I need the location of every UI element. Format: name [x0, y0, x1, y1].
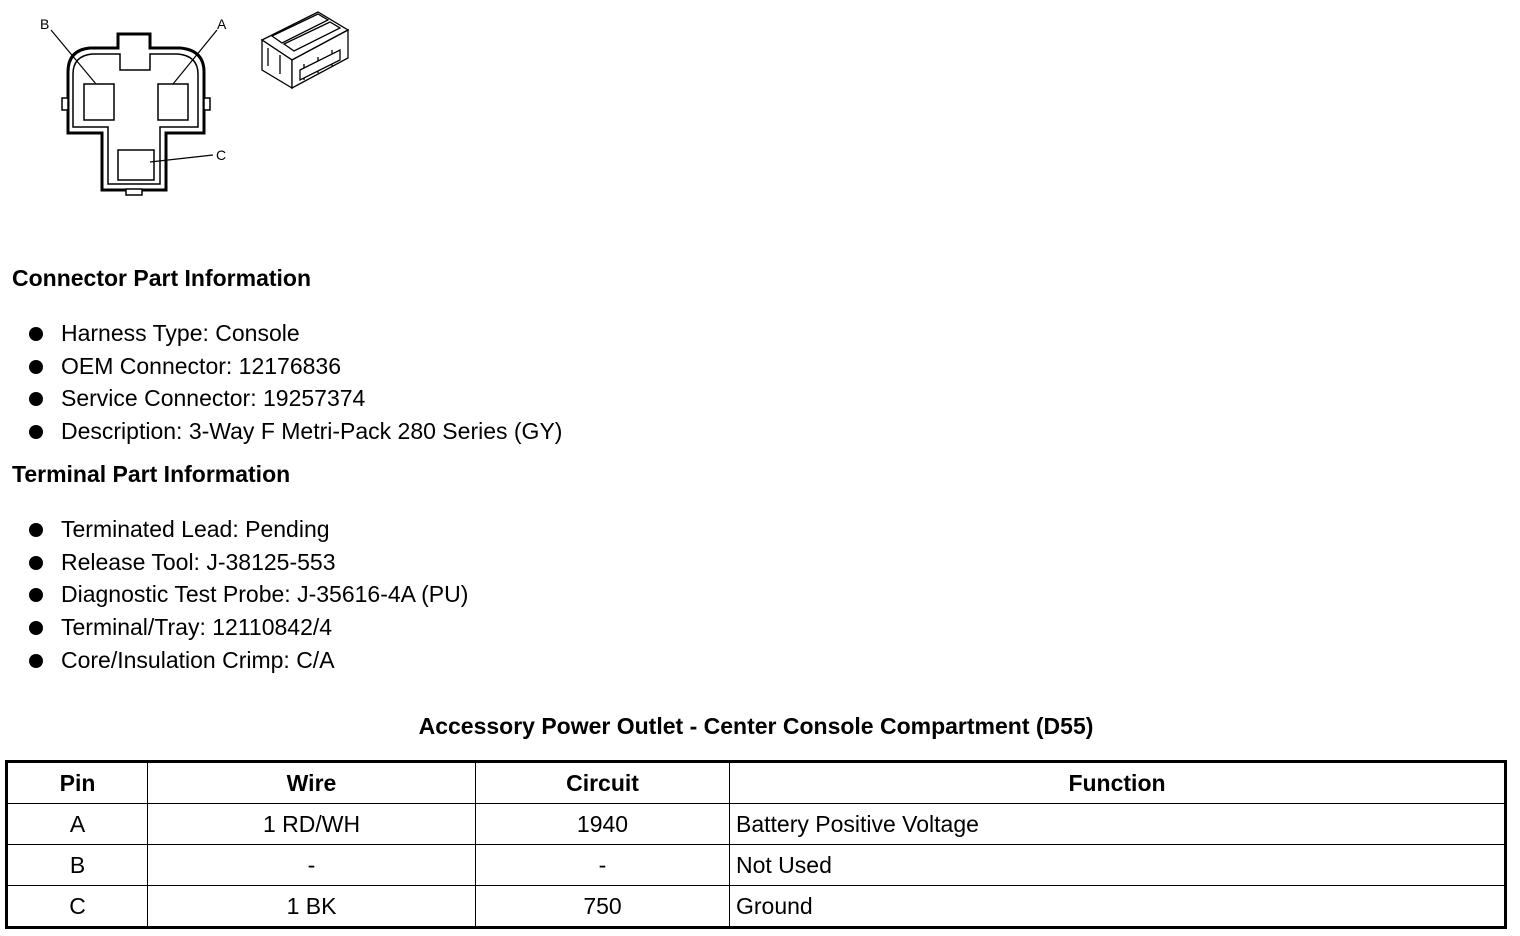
table-header-row	[7, 762, 1506, 804]
table-title: Accessory Power Outlet - Center Console Compartment (D55)	[418, 713, 1094, 739]
pin-cell: A	[7, 804, 148, 845]
bullet-icon	[29, 523, 43, 537]
list-item: Service Connector: 19257374	[0, 382, 562, 415]
function-cell: Not Used	[730, 845, 1506, 886]
function-cell: Battery Positive Voltage	[730, 804, 1506, 845]
cavity-a	[158, 84, 188, 120]
table-row	[7, 886, 1506, 928]
cavity-b	[84, 84, 114, 120]
connector-diagram	[0, 0, 380, 215]
pin-table	[5, 760, 1507, 929]
column-header-pin: Pin	[7, 762, 148, 804]
list-item: Diagnostic Test Probe: J-35616-4A (PU)	[0, 578, 468, 611]
circuit-cell: 1940	[476, 804, 730, 845]
table-row	[7, 845, 1506, 886]
column-header-wire: Wire	[148, 762, 476, 804]
wire-cell: 1 RD/WH	[148, 804, 476, 845]
table-row	[7, 804, 1506, 845]
bullet-icon	[29, 360, 43, 374]
pin-label-c: C	[216, 147, 227, 163]
list-item: Description: 3-Way F Metri-Pack 280 Series (GY)	[0, 415, 562, 448]
bullet-icon	[29, 621, 43, 635]
cavity-c	[118, 150, 154, 180]
column-header-circuit: Circuit	[476, 762, 730, 804]
wire-cell: 1 BK	[148, 886, 476, 928]
bullet-icon	[29, 588, 43, 602]
pin-cell: B	[7, 845, 148, 886]
bullet-icon	[29, 654, 43, 668]
list-item: Harness Type: Console	[0, 317, 562, 350]
circuit-cell: -	[476, 845, 730, 886]
terminal-part-info-list	[0, 513, 468, 676]
wire-cell: -	[148, 845, 476, 886]
bullet-icon	[29, 327, 43, 341]
list-item: Core/Insulation Crimp: C/A	[0, 644, 468, 677]
list-item: Terminated Lead: Pending	[0, 513, 468, 546]
pin-label-a: A	[217, 16, 227, 32]
bullet-icon	[29, 425, 43, 439]
circuit-cell: 750	[476, 886, 730, 928]
list-item: Release Tool: J-38125-553	[0, 546, 468, 579]
list-item: OEM Connector: 12176836	[0, 350, 562, 383]
bullet-icon	[29, 556, 43, 570]
pin-label-b: B	[40, 16, 50, 32]
terminal-part-info-heading: Terminal Part Information	[12, 461, 291, 487]
connector-part-info-list	[0, 317, 562, 448]
connector-3d-sketch	[262, 12, 348, 88]
pin-cell: C	[7, 886, 148, 928]
function-cell: Ground	[730, 886, 1506, 928]
list-item: Terminal/Tray: 12110842/4	[0, 611, 468, 644]
bullet-icon	[29, 392, 43, 406]
column-header-function: Function	[730, 762, 1506, 804]
connector-part-info-heading: Connector Part Information	[12, 265, 312, 291]
